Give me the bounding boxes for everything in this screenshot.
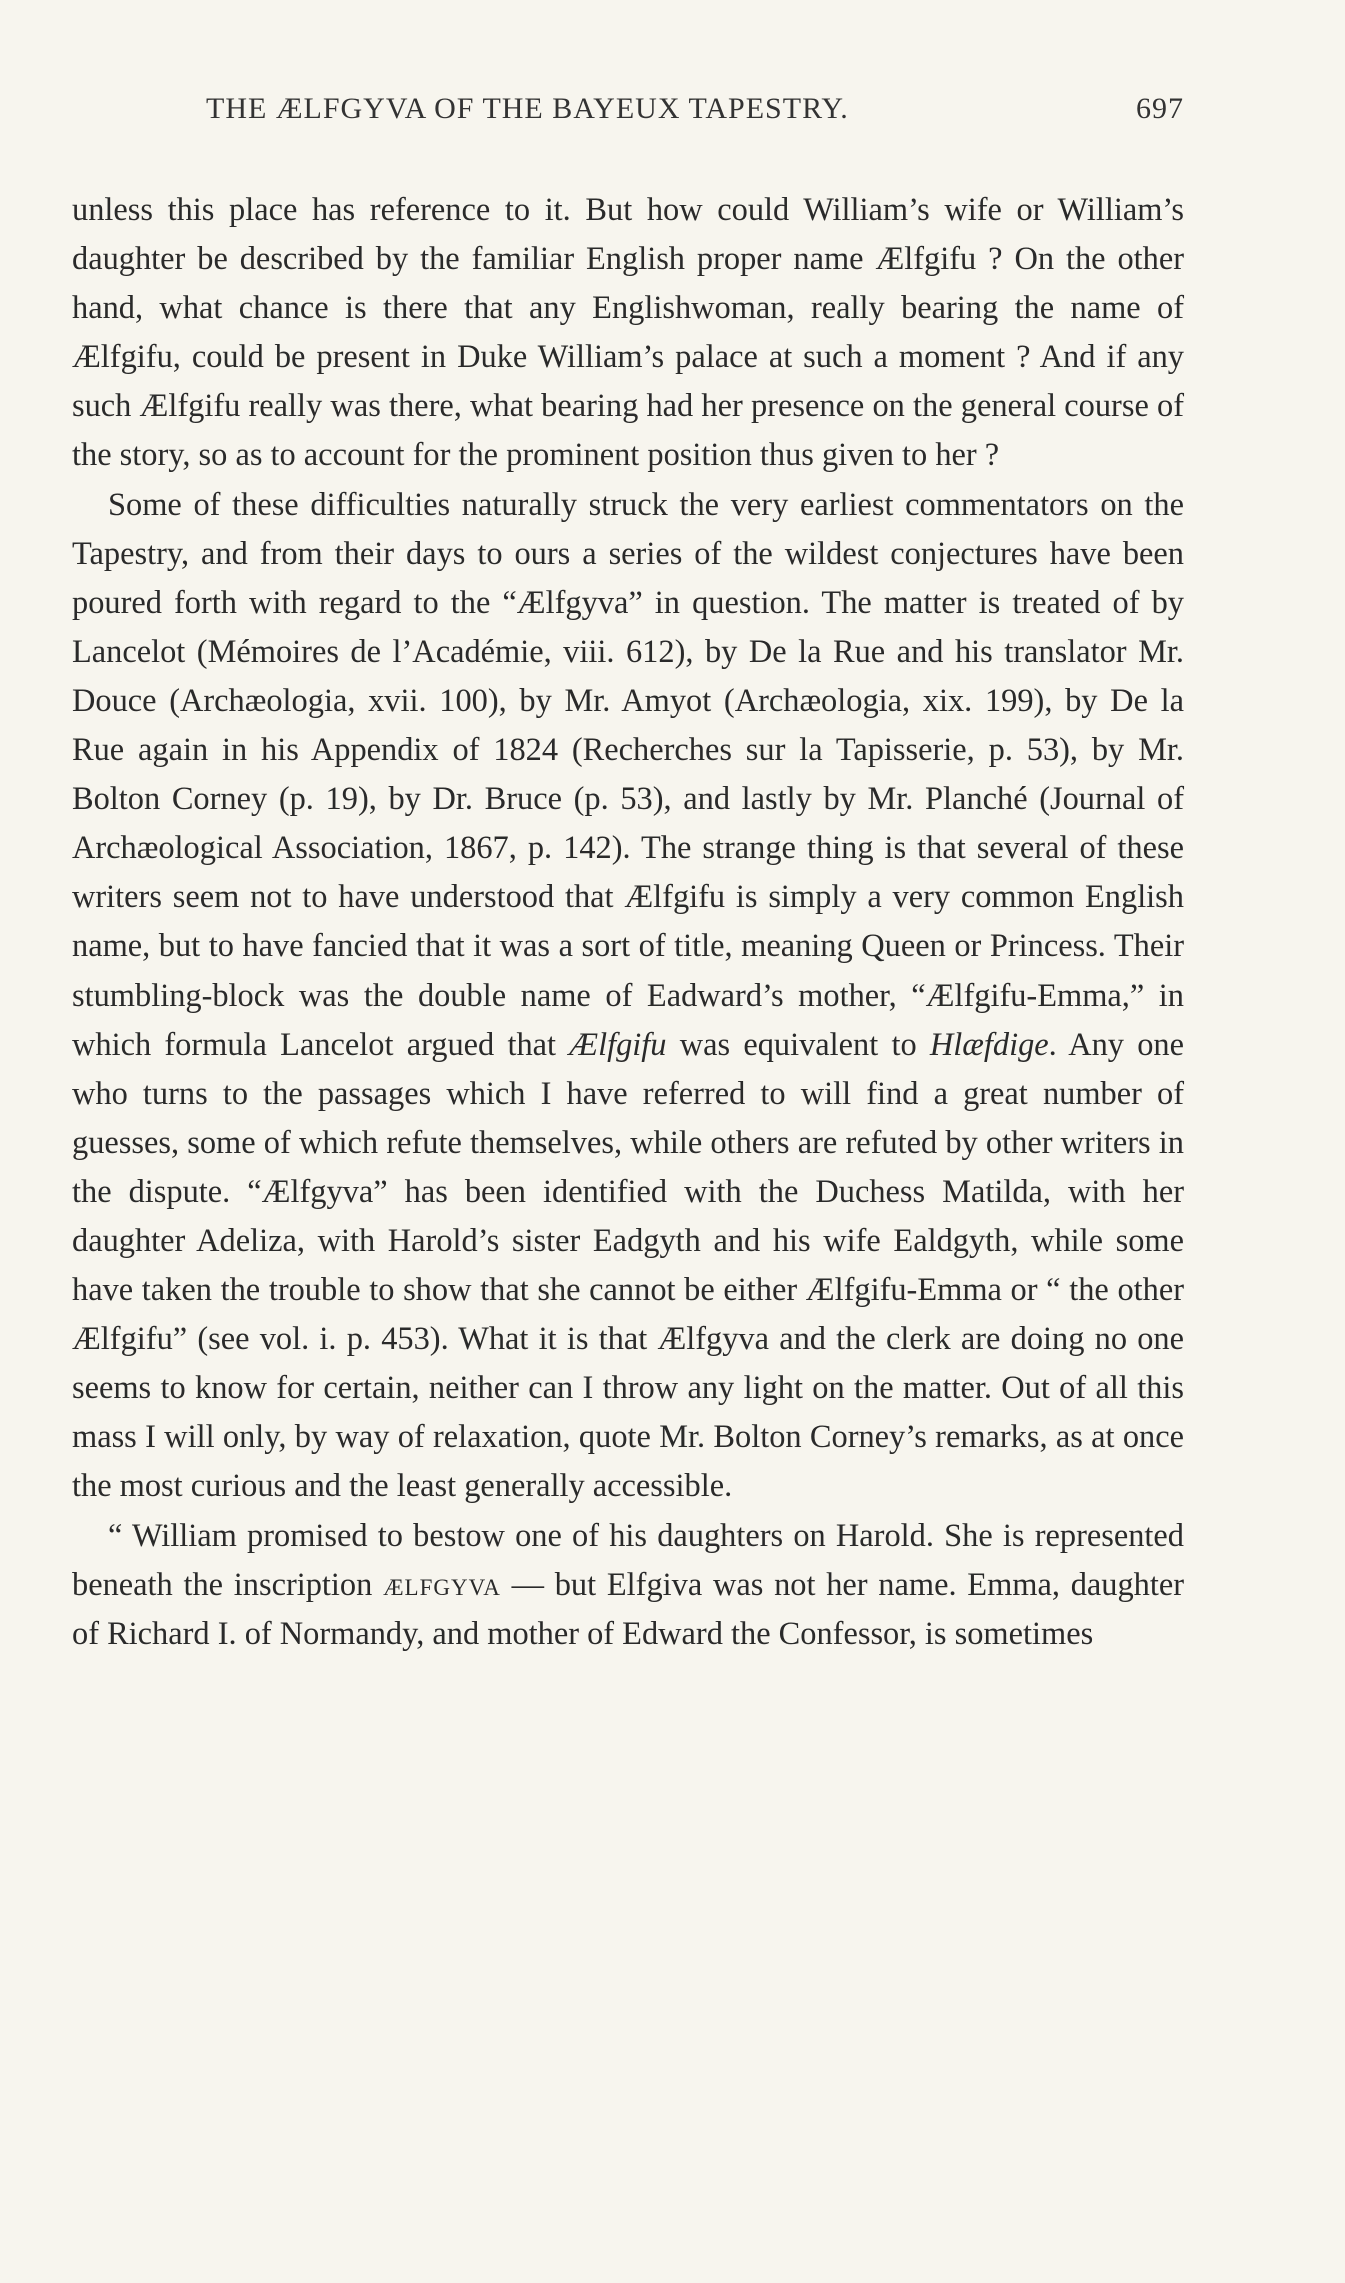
text-segment: — but Elfgiva was not her name. Emma, daughter of Richard I. of Normandy, and mother of Edward the Confessor, is sometimes [72,1566,1185,1652]
body-text [72,186,1184,1659]
italic-term-aelfgifu: Ælfgifu [569,1026,667,1063]
paragraph-3 [72,1512,1184,1659]
paragraph-1 [72,186,1184,481]
running-header [72,92,1184,142]
text-segment: . Any one who turns to the passages which I have referred to will find a great number of guesses, some of which refute themselves, while others are refuted by other writers in the dispute. “Ælfgyva” has been identified with the Duchess Matilda, with her daughter Adeliza, with Harold’s sister Eadgyth and his wife Ealdgyth, while some have taken the trouble to show that she cannot be either Ælfgifu-Emma or “ the other Ælfgifu” (see vol. i. p. 453). What it is that Ælfgyva and the clerk are doing no one seems to know for certain, neither can I throw any light on the matter. Out of all this mass I will only, by way of relaxation, quote Mr. Bolton Corney’s remarks, as at once the most curious and the least generally accessible. [72,1026,1184,1505]
text-segment: “ William promised to bestow one of his daughters on Harold. She is represented beneath the inscription [72,1517,1184,1603]
italic-term-hlaefdige: Hlæfdige [929,1026,1049,1063]
running-title: THE ÆLFGYVA OF THE BAYEUX TAPESTRY. [206,92,849,125]
paragraph-2 [72,481,1184,1512]
text-segment: unless this place has reference to it. But how could William’s wife or William’s daughter be described by the familiar English proper name Ælfgifu ? On the other hand, what chance is there that any Englishwoman, really bearing the name of Ælfgifu, could be present in Duke William’s palace at such a moment ? And if any such Ælfgifu really was there, what bearing had her presence on the general course of the story, so as to account for the prominent position thus given to her ? [72,192,1184,474]
text-segment: was equivalent to [666,1026,930,1063]
small-caps-inscription: ælfgyva [383,1566,501,1603]
text-segment: Some of these difficulties naturally struck the very earliest commentators on the Tapestry, and from their days to ours a series of the wildest conjectures have been poured forth with regard to the “Ælfgyva” in question. The matter is treated of by Lancelot (Mémoires de l’Académie, viii. 612), by De la Rue and his translator Mr. Douce (Archæologia, xvii. 100), by Mr. Amyot (Archæologia, xix. 199), by De la Rue again in his Appendix of 1824 (Recherches sur la Tapisserie, p. 53), by Mr. Bolton Corney (p. 19), by Dr. Bruce (p. 53), and lastly by Mr. Planché (Journal of Archæological Association, 1867, p. 142). The strange thing is that several of these writers seem not to have understood that Ælfgifu is simply a very common English name, but to have fancied that it was a sort of title, meaning Queen or Princess. Their stumbling-block was the double name of Eadward’s mother, “Ælfgifu-Emma,” in which formula Lancelot argued that [72,486,1184,1063]
page-number: 697 [1136,92,1184,125]
page [72,92,1184,1659]
